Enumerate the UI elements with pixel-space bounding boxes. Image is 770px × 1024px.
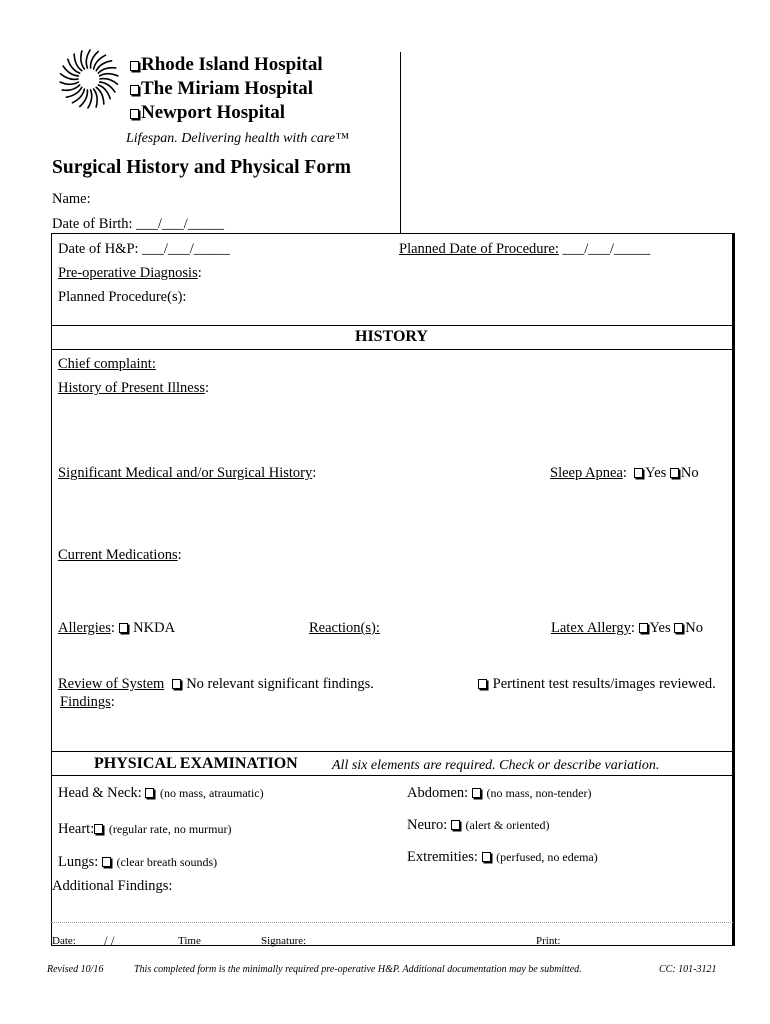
- lungs-field[interactable]: Lungs: (clear breath sounds): [58, 854, 218, 870]
- planned-procedure-field[interactable]: Planned Procedure(s):: [58, 289, 187, 305]
- latex-allergy-field[interactable]: Latex Allergy: Yes No: [551, 620, 703, 636]
- neuro-field[interactable]: Neuro: (alert & oriented): [407, 817, 550, 833]
- pertinent-results-option[interactable]: Pertinent test results/images reviewed.: [478, 676, 716, 693]
- allergies-field[interactable]: Allergies: NKDA: [58, 620, 176, 636]
- dob-field[interactable]: Date of Birth: ___/___/_____: [52, 216, 224, 232]
- signature-label: Signature:: [261, 935, 307, 947]
- logo-ray: [60, 82, 78, 84]
- divider: [51, 349, 733, 350]
- checkbox-icon[interactable]: [130, 109, 139, 119]
- divider: [51, 751, 733, 752]
- name-label: Name:: [52, 191, 91, 207]
- significant-history-field[interactable]: Significant Medical and/or Surgical History:: [58, 465, 317, 481]
- logo-ray: [62, 85, 79, 90]
- logo-ray: [86, 50, 90, 68]
- current-medications-field[interactable]: Current Medications:: [58, 547, 182, 563]
- frame-right-shadow: [733, 233, 735, 946]
- form-code: CC: 101-3121: [659, 964, 717, 975]
- hospital-option-newport[interactable]: Newport Hospital: [130, 102, 285, 124]
- checkbox-icon[interactable]: [172, 679, 181, 689]
- hpi-field[interactable]: History of Present Illness:: [58, 380, 210, 396]
- divider: [51, 325, 733, 326]
- checkbox-icon[interactable]: [94, 824, 103, 834]
- checkbox-icon[interactable]: [634, 468, 643, 478]
- exam-note: All six elements are required. Check or describe variation.: [332, 758, 660, 773]
- review-of-system-field[interactable]: Review of System No relevant significant findings.: [58, 676, 374, 692]
- checkbox-icon[interactable]: [482, 852, 491, 862]
- hospital-option-rhode-island[interactable]: Rhode Island Hospital: [130, 54, 323, 76]
- exam-heading: PHYSICAL EXAMINATION: [94, 755, 298, 772]
- checkbox-icon[interactable]: [451, 820, 460, 830]
- planned-date-field[interactable]: Planned Date of Procedure: ___/___/_____: [399, 241, 651, 257]
- tagline: Lifespan. Delivering health with care™: [126, 131, 349, 146]
- findings-field[interactable]: Findings:: [60, 694, 115, 710]
- hospital-option-miriam[interactable]: The Miriam Hospital: [130, 78, 313, 100]
- header-divider: [400, 52, 401, 234]
- reactions-field[interactable]: Reaction(s):: [309, 620, 380, 636]
- revised-date: Revised 10/16: [47, 964, 104, 975]
- divider: [51, 922, 733, 923]
- logo-ray: [98, 68, 116, 73]
- checkbox-icon[interactable]: [130, 61, 139, 71]
- checkbox-icon[interactable]: [478, 679, 487, 689]
- checkbox-icon[interactable]: [130, 85, 139, 95]
- checkbox-icon[interactable]: [102, 857, 111, 867]
- abdomen-field[interactable]: Abdomen: (no mass, non-tender): [407, 785, 592, 801]
- sign-date-slashes: / /: [104, 933, 115, 948]
- checkbox-icon[interactable]: [472, 788, 481, 798]
- history-heading: HISTORY: [355, 328, 428, 345]
- sign-time-label: Time: [178, 935, 201, 947]
- preop-diagnosis-field[interactable]: Pre-operative Diagnosis:: [58, 265, 202, 281]
- sleep-apnea-field[interactable]: Sleep Apnea: Yes No: [550, 465, 699, 481]
- date-hp-field[interactable]: Date of H&P: ___/___/_____: [58, 241, 230, 257]
- head-neck-field[interactable]: Head & Neck: (no mass, atraumatic): [58, 785, 264, 801]
- checkbox-icon[interactable]: [119, 623, 128, 633]
- print-label: Print:: [536, 935, 561, 947]
- form-title: Surgical History and Physical Form: [52, 157, 351, 178]
- checkbox-icon[interactable]: [674, 623, 683, 633]
- logo-ray: [81, 51, 85, 69]
- footer-note: This completed form is the minimally required pre-operative H&P. Additional documentation may be submitted.: [134, 964, 582, 975]
- checkbox-icon[interactable]: [670, 468, 679, 478]
- lifespan-logo: [56, 46, 122, 112]
- checkbox-icon[interactable]: [145, 788, 154, 798]
- sign-date-label: Date:: [52, 935, 76, 947]
- logo-ray: [94, 89, 98, 107]
- logo-ray: [88, 90, 92, 108]
- chief-complaint-field[interactable]: Chief complaint:: [58, 356, 156, 372]
- checkbox-icon[interactable]: [639, 623, 648, 633]
- additional-findings-field[interactable]: Additional Findings:: [52, 878, 173, 894]
- heart-field[interactable]: Heart: (regular rate, no murmur): [58, 821, 232, 837]
- divider: [51, 775, 733, 776]
- logo-ray: [100, 74, 118, 76]
- extremities-field[interactable]: Extremities: (perfused, no edema): [407, 849, 598, 865]
